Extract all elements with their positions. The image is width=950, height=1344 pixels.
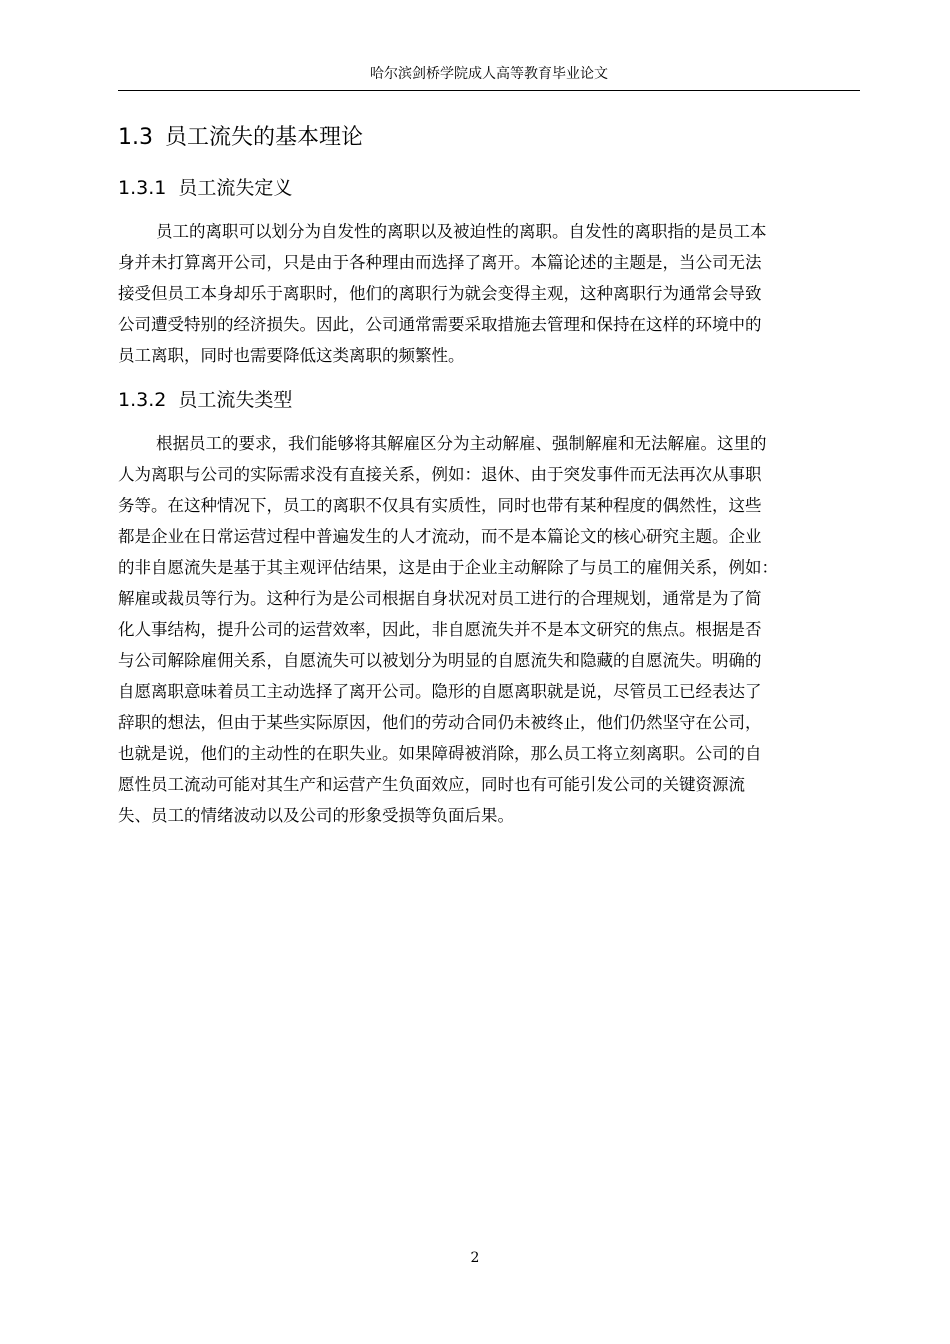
paragraph-types [118, 428, 860, 831]
paragraph-line: 务等。在这种情况下，员工的离职不仅具有实质性，同时也带有某种程度的偶然性，这些 [118, 496, 762, 515]
paragraph-line: 也就是说，他们的主动性的在职失业。如果障碍被消除，那么员工将立刻离职。公司的自 [118, 744, 762, 763]
section-title: 员工流失的基本理论 [165, 125, 364, 150]
paragraph-line: 的非自愿流失是基于其主观评估结果，这是由于企业主动解除了与员工的雇佣关系，例如： [118, 558, 778, 577]
subsection-title: 员工流失定义 [178, 177, 293, 199]
paragraph-line: 化人事结构，提升公司的运营效率，因此，非自愿流失并不是本文研究的焦点。根据是否 [118, 620, 762, 639]
subsection-heading-1-3-1 [118, 174, 292, 202]
paragraph-line: 失、员工的情绪波动以及公司的形象受损等负面后果。 [118, 806, 514, 825]
paragraph-line: 与公司解除雇佣关系，自愿流失可以被划分为明显的自愿流失和隐藏的自愿流失。明确的 [118, 651, 762, 670]
paragraph-definition [118, 216, 860, 371]
page-number: 2 [470, 1250, 480, 1266]
paragraph-line: 员工的离职可以划分为自发性的离职以及被迫性的离职。自发性的离职指的是员工本 [156, 222, 767, 241]
paragraph-line: 人为离职与公司的实际需求没有直接关系，例如：退休、由于突发事件而无法再次从事职 [118, 465, 762, 484]
section-number: 1.3 [118, 125, 153, 150]
paragraph-line: 接受但员工本身却乐于离职时，他们的离职行为就会变得主观，这种离职行为通常会导致 [118, 284, 762, 303]
paragraph-line: 都是企业在日常运营过程中普遍发生的人才流动，而不是本篇论文的核心研究主题。企业 [118, 527, 762, 546]
subsection-number: 1.3.2 [118, 389, 167, 411]
paragraph-line: 根据员工的要求，我们能够将其解雇区分为主动解雇、强制解雇和无法解雇。这里的 [156, 434, 767, 453]
header-rule [118, 90, 860, 91]
paragraph-line: 公司遭受特别的经济损失。因此，公司通常需要采取措施去管理和保持在这样的环境中的 [118, 315, 762, 334]
subsection-title: 员工流失类型 [178, 389, 293, 411]
subsection-heading-1-3-2 [118, 386, 292, 414]
paragraph-line: 解雇或裁员等行为。这种行为是公司根据自身状况对员工进行的合理规划，通常是为了简 [118, 589, 762, 608]
subsection-number: 1.3.1 [118, 177, 167, 199]
paragraph-line: 辞职的想法，但由于某些实际原因，他们的劳动合同仍未被终止，他们仍然坚守在公司， [118, 713, 762, 732]
paragraph-line: 自愿离职意味着员工主动选择了离开公司。隐形的自愿离职就是说，尽管员工已经表达了 [118, 682, 762, 701]
section-heading [118, 122, 363, 154]
page-header: 哈尔滨剑桥学院成人高等教育毕业论文 [370, 66, 608, 82]
paragraph-line: 愿性员工流动可能对其生产和运营产生负面效应，同时也有可能引发公司的关键资源流 [118, 775, 745, 794]
paragraph-line: 员工离职，同时也需要降低这类离职的频繁性。 [118, 346, 465, 365]
paragraph-line: 身并未打算离开公司，只是由于各种理由而选择了离开。本篇论述的主题是，当公司无法 [118, 253, 762, 272]
